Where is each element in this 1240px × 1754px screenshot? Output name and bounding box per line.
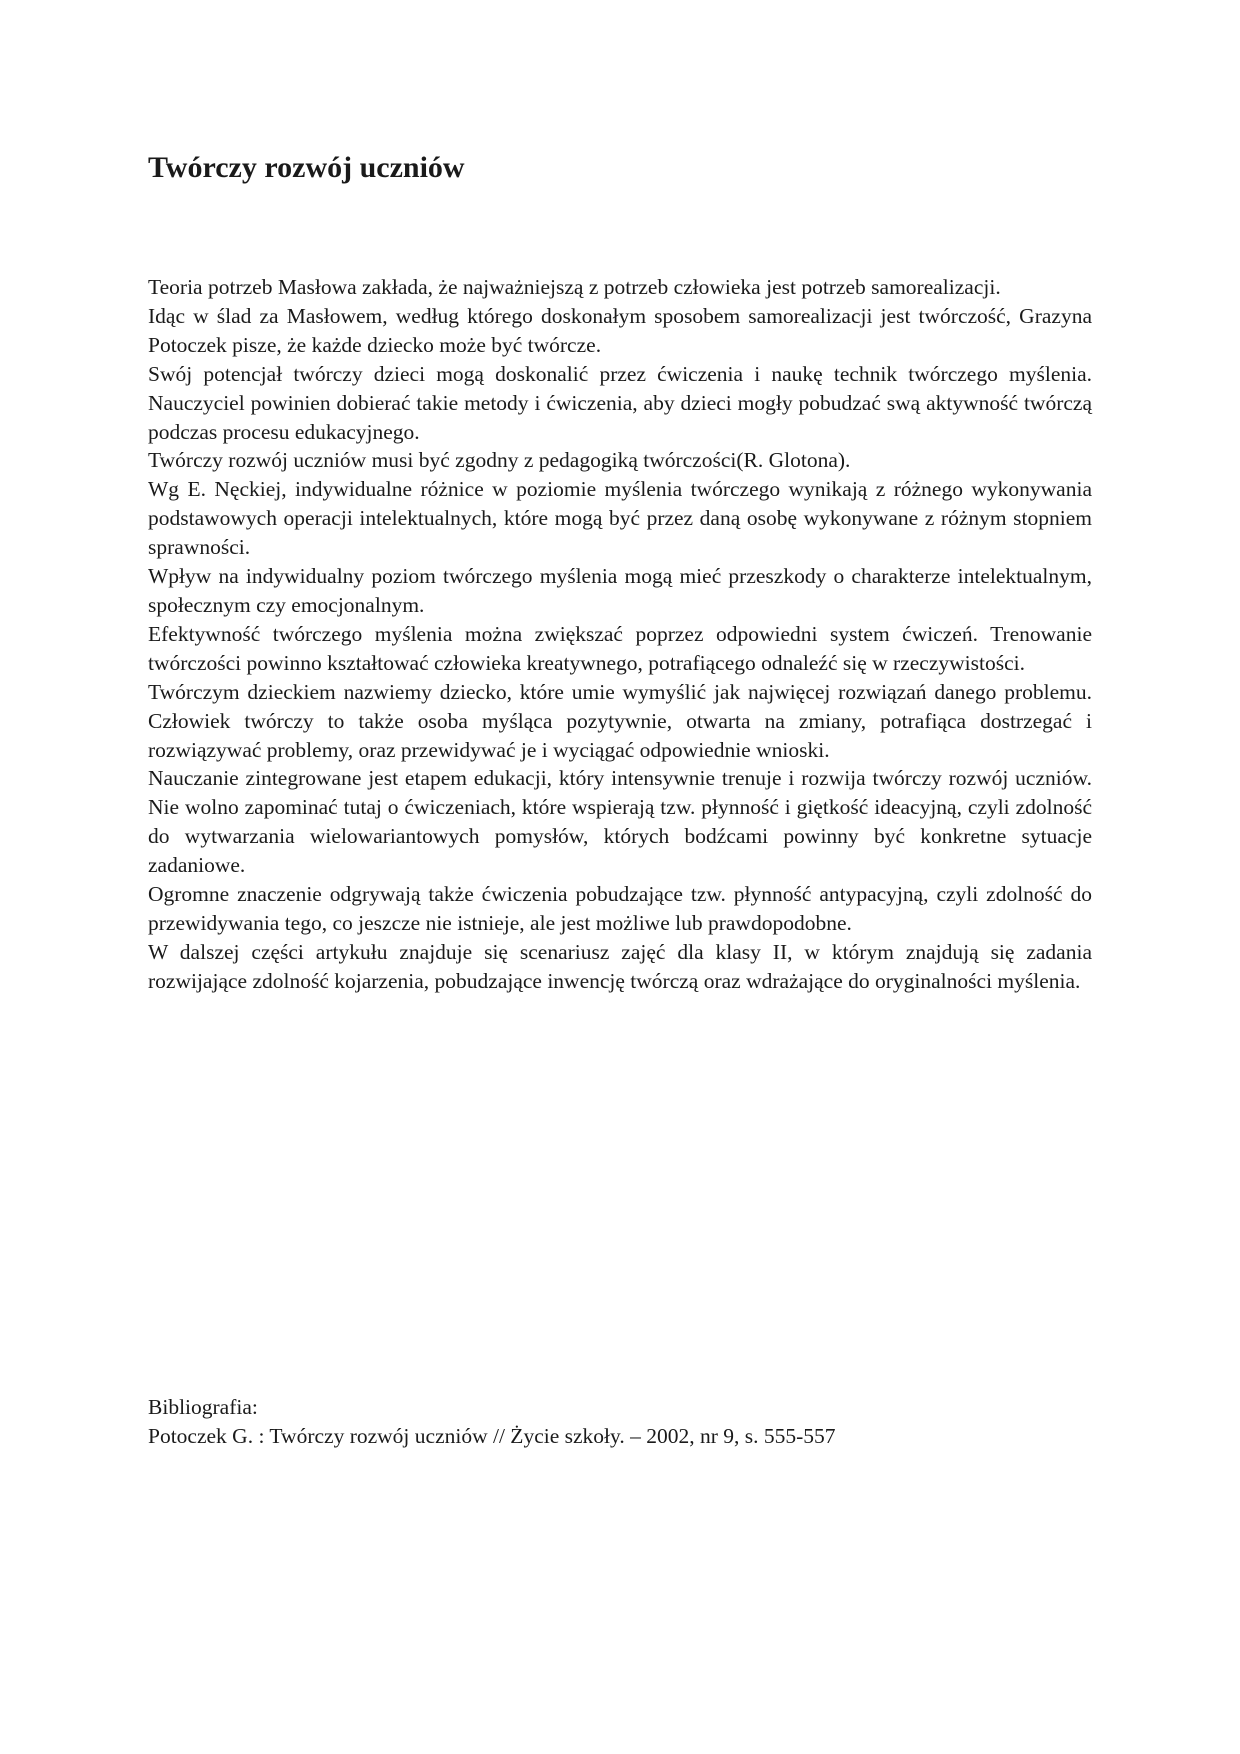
bibliography-entry: Potoczek G. : Twórczy rozwój uczniów // Życie szkoły. – 2002, nr 9, s. 555-557 <box>148 1424 836 1448</box>
document-body <box>148 273 1092 996</box>
paragraph-lesson-scenario: W dalszej części artykułu znajduje się scenariusz zajęć dla klasy II, w którym znajdują się zadania rozwijające zdolność kojarzenia, pobudzające inwencję twórczą oraz wdrażające do oryginalności myślenia. <box>148 939 1092 993</box>
paragraph-anticipation-fluency: Ogromne znaczenie odgrywają także ćwiczenia pobudzające tzw. płynność antypacyjną, czyli zdolność do przewidywania tego, co jeszcze nie istnieje, ale jest możliwe lub prawdopodobne. <box>148 882 1092 935</box>
paragraph-integrated-teaching: Nauczanie zintegrowane jest etapem edukacji, który intensywnie trenuje i rozwija twórczy rozwój uczniów. Nie wolno zapominać tutaj o ćwiczeniach, które wspierają tzw. płynność i giętkość ideacyjną, czyli zdolność do wytwarzania wielowariantowych pomysłów, których bodźcami powinny być konkretne sytuacje zadaniowe. <box>148 766 1092 878</box>
paragraph-pedagogy-of-creativity: Twórczy rozwój uczniów musi być zgodny z pedagogiką twórczości(R. Glotona). <box>148 448 851 473</box>
bibliography-section <box>148 1393 1092 1451</box>
paragraph-creativity-every-child: Idąc w ślad za Masłowem, według którego doskonałym sposobem samorealizacji jest twórczość, Grazyna Potoczek pisze, że każde dziecko może być twórcze. <box>148 303 1092 357</box>
paragraph-creative-child: Twórczym dzieckiem nazwiemy dziecko, które umie wymyślić jak najwięcej rozwiązań danego problemu. Człowiek twórczy to także osoba myśląca pozytywnie, otwarta na zmiany, potrafiąca dostrzegać i rozwiązywać problemy, oraz przewidywać je i wyciągać odpowiednie wnioski. <box>148 679 1092 762</box>
document-title: Twórczy rozwój uczniów <box>148 151 465 184</box>
paragraph-maslow-theory: Teoria potrzeb Masłowa zakłada, że najważniejszą z potrzeb człowieka jest potrzeb samorealizacji. <box>148 275 1001 299</box>
paragraph-effectiveness: Efektywność twórczego myślenia można zwiększać poprzez odpowiedni system ćwiczeń. Trenowanie twórczości powinno kształtować człowieka kreatywnego, potrafiącego odnaleźć się w rzeczywistości. <box>148 621 1092 675</box>
paragraph-individual-differences: Wg E. Nęckiej, indywidualne różnice w poziomie myślenia twórczego wynikają z różnego wykonywania podstawowych operacji intelektualnych, które mogą być przez daną osobę wykonywane z różnym stopniem sprawności. <box>148 477 1092 560</box>
paragraph-obstacles: Wpływ na indywidualny poziom twórczego myślenia mogą mieć przeszkody o charakterze intelektualnym, społecznym czy emocjonalnym. <box>148 564 1092 617</box>
paragraph-creative-potential: Swój potencjał twórczy dzieci mogą doskonalić przez ćwiczenia i naukę technik twórczego myślenia. Nauczyciel powinien dobierać takie metody i ćwiczenia, aby dzieci mogły pobudzać swą aktywność twórczą podczas procesu edukacyjnego. <box>148 361 1092 444</box>
bibliography-heading: Bibliografia: <box>148 1395 258 1419</box>
